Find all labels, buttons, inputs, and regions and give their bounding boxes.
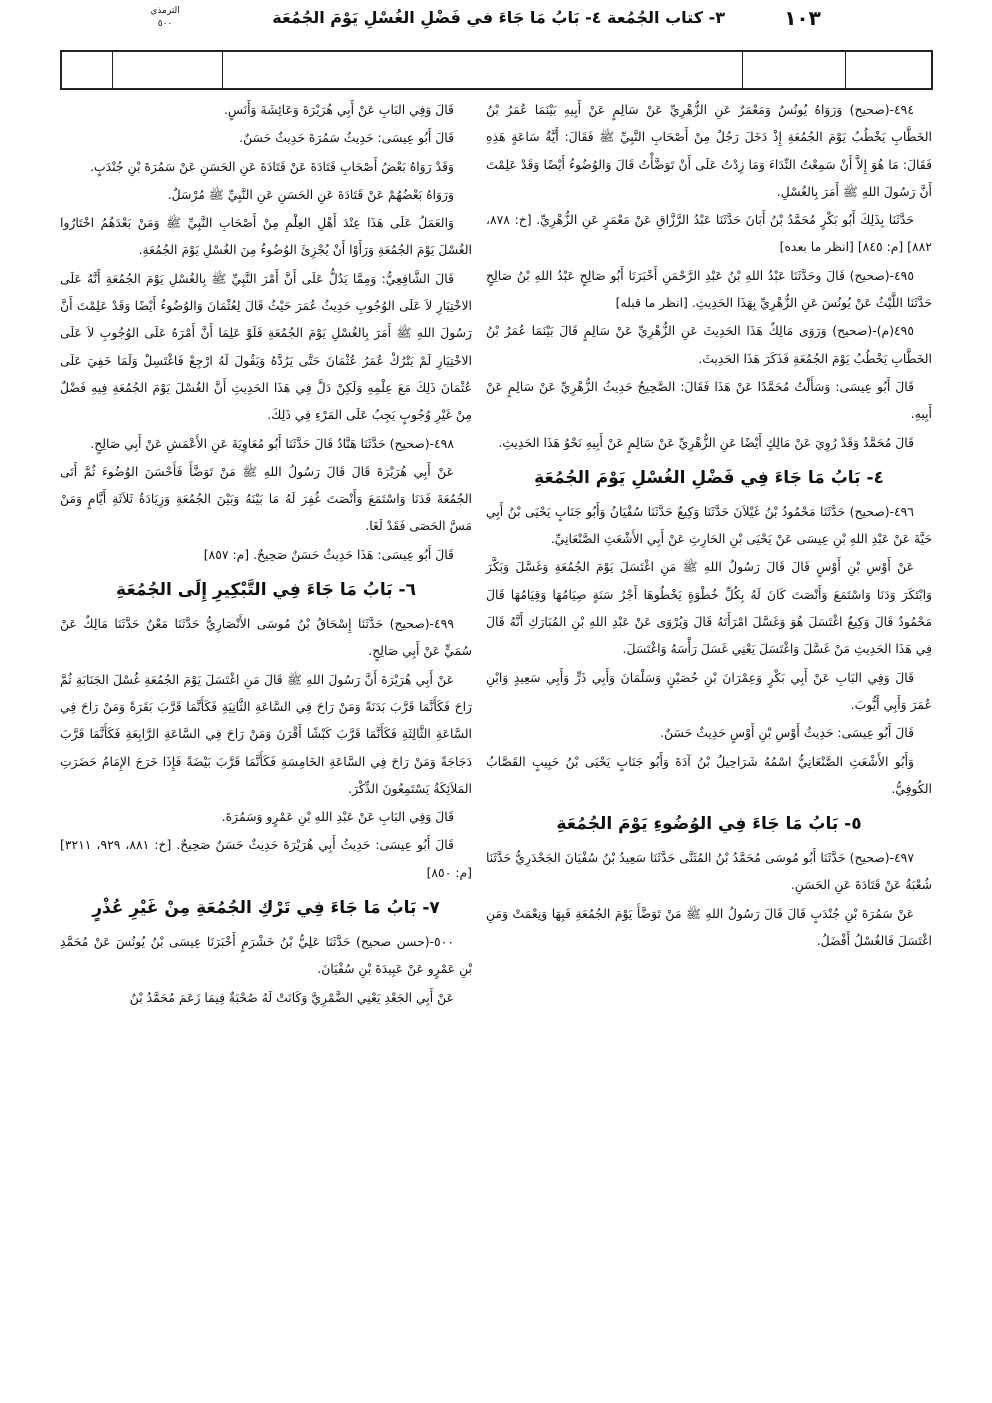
chapter-heading: ٤- بَابُ مَا جَاءَ فِي فَضْلِ الغُسْلِ يَوْمَ الجُمُعَةِ (534, 467, 884, 488)
hadith-paragraph: ٤٩٦-(صحيح) حَدَّثَنَا مَحْمُودُ بْنُ غَيْلاَنَ حَدَّثَنَا وَكِيعٌ حَدَّثَنَا سُفْيَانُ وَأَبُو جَنَابٍ يَحْيَى بْنُ أَبِي حَيَّةَ عَنْ عَبْدِ اللهِ بْنِ عِيسَى عَنْ يَحْيَى بْنِ الحَارِثِ عَنْ أَبِي الأَشْعَثِ الصَّنْعَانِيِّ. (486, 503, 932, 547)
side-label-line: ٥٠٠ (157, 19, 173, 29)
hadith-paragraph: وَقَدْ رَوَاهُ بَعْضُ أَصْحَابِ قَتَادَةَ عَنْ قَتَادَةَ عَنِ الحَسَنِ عَنْ سَمُرَةَ بْنِ جُنْدَبٍ. (90, 158, 454, 174)
hadith-paragraph: ٥٠٠-(حسن صحيح) حَدَّثَنَا عَلِيُّ بْنُ خَشْرَمٍ أَخْبَرَنَا عِيسَى بْنُ يُونُسَ عَنْ مُحَمَّدِ بْنِ عَمْرٍو عَنْ عَبِيدَةَ بْنِ سُفْيَانَ. (60, 934, 472, 977)
hadith-paragraph: وَالعَمَلُ عَلَى هَذَا عِنْدَ أَهْلِ العِلْمِ مِنْ أَصْحَابِ النَّبِيِّ ﷺ وَمَنْ بَعْدَهُمُ اخْتَارُوا الغُسْلَ يَوْمَ الجُمُعَةِ وَرَأَوْا أَنْ يُجْزِئَ الوُضُوءُ مِنَ الغُسْلِ يَوْمَ الجُمُعَةِ. (60, 215, 472, 258)
chapter-heading: ٦- بَابُ مَا جَاءَ فِي التَّبْكِيرِ إِلَى الجُمُعَةِ (116, 580, 416, 601)
right-text-column (486, 96, 932, 955)
header-divider (845, 52, 846, 88)
hadith-paragraph: وَرَوَاهُ بَعْضُهُمْ عَنْ قَتَادَةَ عَنِ الحَسَنِ عَنِ النَّبِيِّ ﷺ مُرْسَلٌ. (167, 186, 454, 202)
hadith-paragraph: ٤٩٩-(صحيح) حَدَّثَنَا إِسْحَاقُ بْنُ مُوسَى الأَنْصَارِيُّ حَدَّثَنَا مَعْنٌ حَدَّثَنَا مَالِكٌ عَنْ سُمَيٍّ عَنْ أَبِي صَالِحٍ. (60, 616, 472, 659)
hadith-paragraph: حَدَّثَنَا بِذَلِكَ أَبُو بَكْرٍ مُحَمَّدُ بْنُ أَبَانَ حَدَّثَنَا عَبْدُ الرَّزَّاقِ عَنْ مَعْمَرٍ عَنِ الزُّهْرِيِّ. [خ: ٨٧٨، ٨٨٢] [م: ٨٤٥] [انظر ما بعده] (486, 212, 932, 255)
hadith-paragraph: وَأَبُو الأَشْعَثِ الصَّنْعَانِيُّ اسْمُهُ شَرَاحِيلُ بْنُ آدَةَ وَأَبُو جَنَابٍ يَحْيَى بْنُ حَبِيبٍ القَصَّابُ الكُوفِيُّ. (486, 753, 932, 796)
hadith-paragraph: قَالَ أَبُو عِيسَى: حَدِيثُ سَمُرَةَ حَدِيثٌ حَسَنٌ. (239, 130, 454, 146)
hadith-paragraph: ٤٩٤-(صحيح) وَرَوَاهُ يُونُسُ وَمَعْمَرٌ عَنِ الزُّهْرِيِّ عَنْ سَالِمٍ عَنْ أَبِيهِ بَيْنَمَا عُمَرُ بْنُ الخَطَّابِ يَخْطُبُ يَوْمَ الجُمُعَةِ إِذْ دَخَلَ رَجُلٌ مِنْ أَصْحَابِ النَّبِيِّ ﷺ فَقَالَ: أَيَّةُ سَاعَةٍ هَذِهِ فَقَالَ: مَا هُوَ إِلاَّ أَنْ سَمِعْتُ النِّدَاءَ وَمَا زِدْتُ عَلَى أَنْ تَوَضَّأْتُ قَالَ وَالوُضُوءُ أَيْضًا وَقَدْ عَلِمْتَ أَنَّ رَسُولَ اللهِ ﷺ أَمَرَ بِالغُسْلِ. (486, 102, 932, 199)
hadith-paragraph: عَنْ أَبِي هُرَيْرَةَ قَالَ قَالَ رَسُولُ اللهِ ﷺ مَنْ تَوَضَّأَ فَأَحْسَنَ الوُضُوءَ ثُمَّ أَتَى الجُمُعَةَ فَدَنَا وَاسْتَمَعَ وَأَنْصَتَ غُفِرَ لَهُ مَا بَيْنَهُ وَبَيْنَ الجُمُعَةِ وَزِيَادَةُ ثَلاَثَةِ أَيَّامٍ وَمَنْ مَسَّ الحَصَى فَقَدْ لَغَا. (60, 463, 472, 534)
running-header-title: ٣- كتاب الجُمُعة ٤- بَابُ مَا جَاءَ في فَضْلِ الغُسْلِ يَوْمَ الجُمُعَة (272, 8, 725, 27)
hadith-paragraph: قَالَ وَفِي البَابِ عَنْ أَبِي هُرَيْرَةَ وَعَائِشَةَ وَأَنَسٍ. (223, 102, 454, 117)
header-divider (222, 52, 223, 88)
chapter-heading: ٧- بَابُ مَا جَاءَ فِي تَرْكِ الجُمُعَةِ مِنْ غَيْرِ عُذْرٍ (92, 898, 440, 919)
hadith-paragraph: قَالَ مُحَمَّدٌ وَقَدْ رُوِيَ عَنْ مَالِكٍ أَيْضًا عَنِ الزُّهْرِيِّ عَنْ سَالِمٍ عَنْ أَبِيهِ نَحْوُ هَذَا الحَدِيثِ. (498, 434, 914, 450)
hadith-paragraph: عَنْ أَبِي الجَعْدِ يَعْنِي الضَّمْرِيَّ وَكَانَتْ لَهُ صُحْبَةٌ فِيمَا زَعَمَ مُحَمَّدُ بْنُ (129, 989, 454, 1005)
hadith-paragraph: ٤٩٨-(صحيح) حَدَّثَنَا هَنَّادٌ قَالَ حَدَّثَنَا أَبُو مُعَاوِيَةَ عَنِ الأَعْمَشِ عَنْ أَبِي صَالِحٍ. (90, 435, 454, 451)
header-divider (742, 52, 743, 88)
left-text-column (60, 96, 472, 1012)
chapter-heading: ٥- بَابُ مَا جَاءَ فِي الوُضُوءِ يَوْمَ الجُمُعَةِ (556, 814, 862, 835)
hadith-paragraph: قَالَ أَبُو عِيسَى: حَدِيثُ أَوْسِ بْنِ أَوْسٍ حَدِيثٌ حَسَنٌ. (660, 725, 914, 741)
hadith-paragraph: ٤٩٧-(صحيح) حَدَّثَنَا أَبُو مُوسَى مُحَمَّدُ بْنُ المُثَنَّى حَدَّثَنَا سَعِيدُ بْنُ سُفْيَانَ الجَحْدَرِيُّ حَدَّثَنَا شُعْبَةُ عَنْ قَتَادَةَ عَنِ الحَسَنِ. (486, 850, 932, 893)
hadith-paragraph: قَالَ أَبُو عِيسَى: وَسَأَلْتُ مُحَمَّدًا عَنْ هَذَا فَقَالَ: الصَّحِيحُ حَدِيثُ الزُّهْرِيِّ عَنْ سَالِمٍ عَنْ أَبِيهِ. (486, 378, 932, 422)
page-header-frame (60, 50, 933, 90)
hadith-paragraph: عَنْ أَوْسِ بْنِ أَوْسٍ قَالَ قَالَ رَسُولُ اللهِ ﷺ مَنِ اغْتَسَلَ يَوْمَ الجُمُعَةِ وَغَسَّلَ وَبَكَّرَ وَابْتَكَرَ وَدَنَا وَاسْتَمَعَ وَأَنْصَتَ كَانَ لَهُ بِكُلِّ خُطْوَةٍ يَخْطُوهَا أَجْرُ سَنَةٍ صِيَامُهَا وَقِيَامُهَا قَالَ مَحْمُودٌ قَالَ وَكِيعٌ اغْتَسَلَ هُوَ وَغَسَّلَ امْرَأَتَهُ قَالَ وَيُرْوَى عَنْ عَبْدِ اللهِ بْنِ المُبَارَكِ أَنَّهُ قَالَ فِي هَذَا الحَدِيثِ مَنْ غَسَّلَ وَاغْتَسَلَ يَعْنِي غَسَلَ رَأْسَهُ وَاغْتَسَلَ. (486, 559, 932, 657)
hadith-paragraph: قَالَ أَبُو عِيسَى: حَدِيثُ أَبِي هُرَيْرَةَ حَدِيثٌ حَسَنٌ صَحِيحٌ. [خ: ٨٨١، ٩٢٩، ٣٢١١] [م: ٨٥٠] (60, 837, 472, 880)
hadith-paragraph: عَنْ أَبِي هُرَيْرَةَ أَنَّ رَسُولَ اللهِ ﷺ قَالَ مَنِ اغْتَسَلَ يَوْمَ الجُمُعَةِ غُسْلَ الجَنَابَةِ ثُمَّ رَاحَ فَكَأَنَّمَا قَرَّبَ بَدَنَةً وَمَنْ رَاحَ فِي السَّاعَةِ الثَّانِيَةِ فَكَأَنَّمَا قَرَّبَ بَقَرَةً وَمَنْ رَاحَ فِي السَّاعَةِ الثَّالِثَةِ فَكَأَنَّمَا قَرَّبَ كَبْشًا أَقْرَنَ وَمَنْ رَاحَ فِي السَّاعَةِ الرَّابِعَةِ فَكَأَنَّمَا قَرَّبَ دَجَاجَةً وَمَنْ رَاحَ فِي السَّاعَةِ الخَامِسَةِ فَكَأَنَّمَا قَرَّبَ بَيْضَةً فَإِذَا خَرَجَ الإِمَامُ حَضَرَتِ المَلاَئِكَةُ يَسْتَمِعُونَ الذِّكْرَ. (60, 671, 472, 796)
side-label-line: الترمذي (150, 6, 180, 16)
hadith-paragraph: قَالَ أَبُو عِيسَى: هَذَا حَدِيثٌ حَسَنٌ صَحِيحٌ. [م: ٨٥٧] (203, 546, 454, 562)
hadith-paragraph: قَالَ وَفِي البَابِ عَنْ أَبِي بَكْرٍ وَعِمْرَانَ بْنِ حُصَيْنٍ وَسَلْمَانَ وَأَبِي ذَرٍّ وَأَبِي سَعِيدٍ وَابْنِ عُمَرَ وَأَبِي أَيُّوبَ. (486, 669, 932, 712)
hadith-paragraph: ٤٩٥(م)-(صحيح) وَرَوَى مَالِكٌ هَذَا الحَدِيثَ عَنِ الزُّهْرِيِّ عَنْ سَالِمٍ قَالَ بَيْنَمَا عُمَرُ بْنُ الخَطَّابِ يَخْطُبُ يَوْمَ الجُمُعَةِ فَذَكَرَ هَذَا الحَدِيثَ. (486, 323, 932, 366)
hadith-paragraph: ٤٩٥-(صحيح) قَالَ وحَدَّثَنَا عَبْدُ اللهِ بْنُ عَبْدِ الرَّحْمَنِ أَخْبَرَنَا أَبُو صَالِحٍ عَبْدُ اللهِ بْنُ صَالِحٍ حَدَّثَنَا اللَّيْثُ عَنْ يُونُسَ عَنِ الزُّهْرِيِّ بِهَذَا الحَدِيثِ. [انظر ما قبله] (486, 267, 932, 311)
hadith-paragraph: قَالَ الشَّافِعِيُّ: وَمِمَّا يَدُلُّ عَلَى أَنَّ أَمْرَ النَّبِيِّ ﷺ بِالغُسْلِ يَوْمَ الجُمُعَةِ أَنَّهُ عَلَى الاخْتِيَارِ لاَ عَلَى الوُجُوبِ حَدِيثُ عُمَرَ حَيْثُ قَالَ لِعُثْمَانَ وَالوُضُوءُ أَيْضًا وَقَدْ عَلِمْتَ أَنَّ رَسُولَ اللهِ ﷺ أَمَرَ بِالغُسْلِ يَوْمَ الجُمُعَةِ فَلَوْ عَلِمَا أَنَّ أَمْرَهُ عَلَى الوُجُوبِ لاَ عَلَى الاخْتِيَارِ لَمْ يَتْرُكْ عُمَرُ عُثْمَانَ حَتَّى يَرُدَّهُ وَيَقُولَ لَهُ ارْجِعْ فَاغْتَسِلْ وَلَمَا خَفِيَ عَلَى عُثْمَانَ ذَلِكَ مَعَ عِلْمِهِ وَلَكِنْ دَلَّ فِي هَذَا الحَدِيثِ أَنَّ الغُسْلَ يَوْمَ الجُمُعَةِ فِيهِ فَضْلٌ مِنْ غَيْرِ وُجُوبٍ يَجِبُ عَلَى المَرْءِ فِي ذَلِكَ. (60, 270, 472, 423)
hadith-paragraph: عَنْ سَمُرَةَ بْنِ جُنْدَبٍ قَالَ قَالَ رَسُولُ اللهِ ﷺ مَنْ تَوَضَّأَ يَوْمَ الجُمُعَةِ فَبِهَا وَنِعْمَتْ وَمَنِ اغْتَسَلَ فَالغُسْلُ أَفْضَلُ. (486, 905, 932, 949)
hadith-paragraph: قَالَ وَفِي البَابِ عَنْ عَبْدِ اللهِ بْنِ عَمْرٍو وَسَمُرَةَ. (221, 809, 454, 825)
running-header-side-label (110, 5, 220, 31)
header-divider (112, 52, 113, 88)
page-number: ١٠٣ (784, 6, 821, 30)
